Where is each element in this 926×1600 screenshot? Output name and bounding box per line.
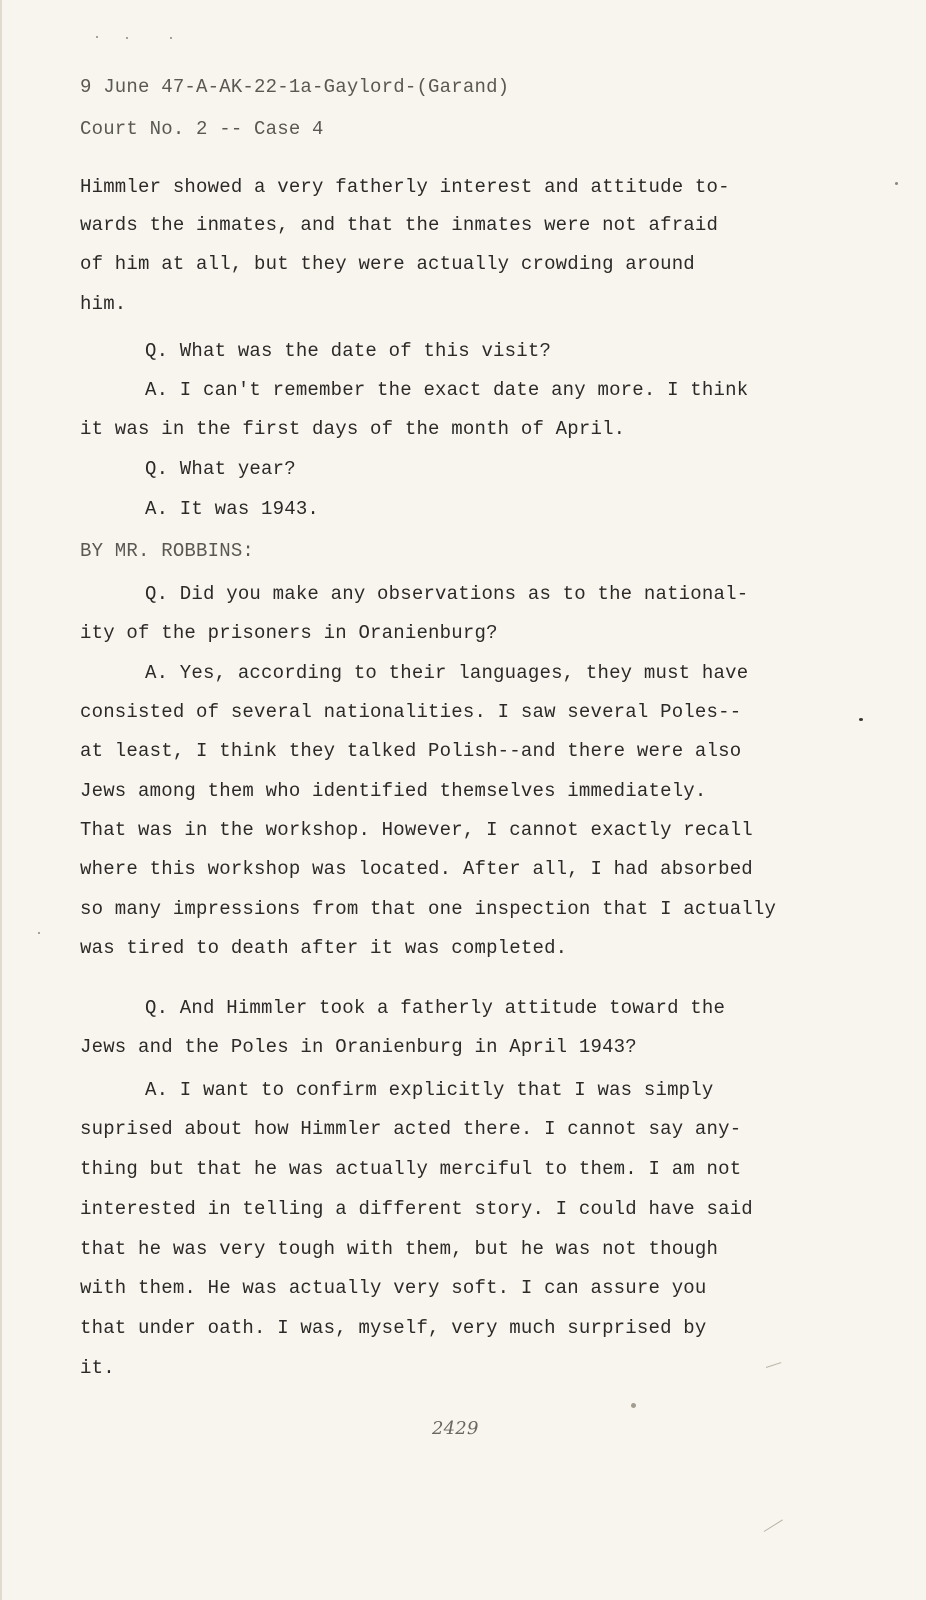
- body-line: him.: [80, 293, 127, 315]
- body-line: Jews among them who identified themselves immediately.: [80, 780, 707, 802]
- body-line: with them. He was actually very soft. I can assure you: [80, 1277, 707, 1299]
- body-line: so many impressions from that one inspection that I actually: [80, 898, 777, 920]
- page-number: 2429: [432, 1418, 479, 1439]
- paper-speck: [859, 718, 863, 721]
- body-line: that he was very tough with them, but he was not though: [80, 1238, 719, 1260]
- paper-speck: [38, 932, 40, 934]
- answer-line: A. I want to confirm explicitly that I was simply: [145, 1079, 714, 1101]
- body-line: ity of the prisoners in Oranienburg?: [80, 622, 498, 644]
- body-line: Himmler showed a very fatherly interest and attitude to-: [80, 176, 730, 198]
- body-line: Jews and the Poles in Oranienburg in April 1943?: [80, 1036, 637, 1058]
- header-court-line: Court No. 2 -- Case 4: [80, 118, 324, 140]
- paper-speck: [895, 182, 898, 185]
- body-line: thing but that he was actually merciful to them. I am not: [80, 1158, 742, 1180]
- body-line: That was in the workshop. However, I cannot exactly recall: [80, 819, 753, 841]
- question-line: Q. And Himmler took a fatherly attitude toward the: [145, 997, 726, 1019]
- paper-mark: [764, 1519, 783, 1532]
- body-line: where this workshop was located. After all, I had absorbed: [80, 858, 753, 880]
- body-line: wards the inmates, and that the inmates were not afraid: [80, 214, 719, 236]
- body-line: of him at all, but they were actually crowding around: [80, 253, 695, 275]
- answer-line: A. Yes, according to their languages, they must have: [145, 662, 749, 684]
- question-line: Q. What was the date of this visit?: [145, 340, 552, 362]
- header-reference-line: 9 June 47-A-AK-22-1a-Gaylord-(Garand): [80, 76, 510, 98]
- paper-speck: [631, 1403, 636, 1408]
- answer-line: A. I can't remember the exact date any more. I think: [145, 379, 749, 401]
- question-line: Q. Did you make any observations as to the national-: [145, 583, 749, 605]
- paper-speck: [170, 37, 172, 39]
- body-line: suprised about how Himmler acted there. I cannot say any-: [80, 1118, 742, 1140]
- body-line: that under oath. I was, myself, very much surprised by: [80, 1317, 707, 1339]
- body-line: it was in the first days of the month of April.: [80, 418, 626, 440]
- body-line: was tired to death after it was completed.: [80, 937, 568, 959]
- answer-line: A. It was 1943.: [145, 498, 320, 520]
- body-line: interested in telling a different story. I could have said: [80, 1198, 753, 1220]
- body-line: consisted of several nationalities. I saw several Poles--: [80, 701, 742, 723]
- paper-speck: [96, 36, 98, 38]
- body-line: it.: [80, 1357, 115, 1379]
- body-line: at least, I think they talked Polish--and there were also: [80, 740, 742, 762]
- paper-speck: [126, 37, 128, 39]
- speaker-heading: BY MR. ROBBINS:: [80, 540, 255, 562]
- question-line: Q. What year?: [145, 458, 296, 480]
- paper-mark: [766, 1362, 782, 1368]
